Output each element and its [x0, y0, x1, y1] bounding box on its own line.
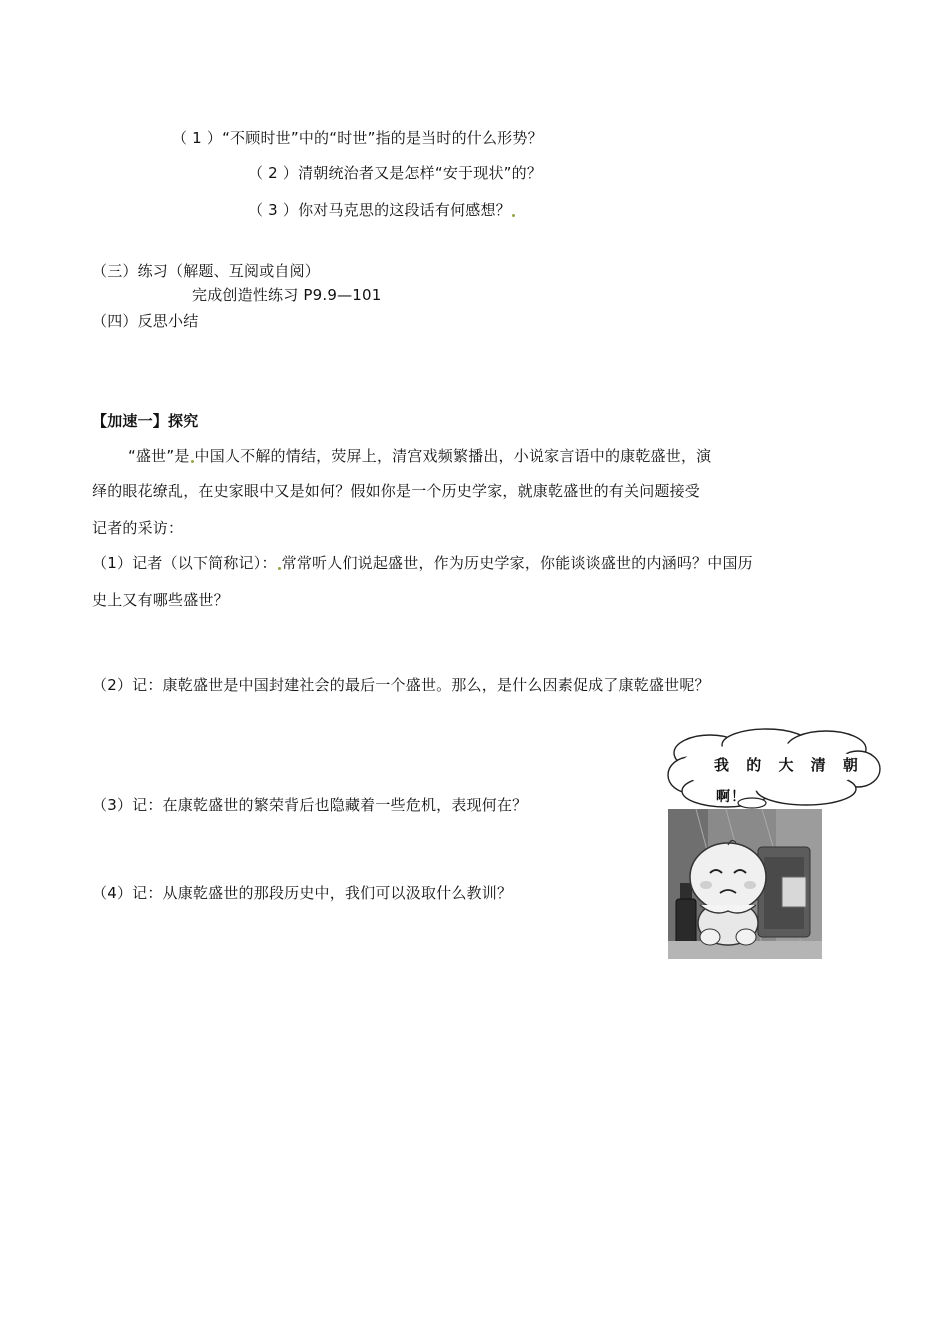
dot-mark — [191, 460, 194, 463]
interview-item-2: （2）记：康乾盛世是中国封建社会的最后一个盛世。那么，是什么因素促成了康乾盛世呢？ — [92, 676, 710, 694]
intro-line-1 — [128, 446, 711, 466]
question-3-text: （ 3 ）你对马克思的这段话有何感想？ — [248, 201, 511, 219]
interview-item-4: （4）记：从康乾盛世的那段历史中，我们可以汲取什么教训？ — [92, 884, 513, 902]
question-1: （ 1 ）“不顾时世”中的“时世”指的是当时的什么形势？ — [172, 129, 543, 147]
bubble-line-1: 我 的 大 清 朝 — [714, 756, 864, 774]
dot-mark — [278, 567, 281, 570]
bubble-line-2: 啊！ — [716, 789, 746, 805]
dot-mark — [512, 214, 515, 217]
interview-item-1-b: 常常听人们说起盛世，作为历史学家，你能谈谈盛世的内涵吗？中国历 — [281, 554, 753, 572]
explore-heading — [92, 411, 198, 431]
interview-item-1-line-1 — [92, 553, 753, 573]
interview-item-1-line-2: 史上又有哪些盛世？ — [92, 591, 229, 609]
cartoon-scene — [668, 809, 822, 959]
practice-heading: （三）练习（解题、互阅或自阅） — [92, 262, 321, 280]
question-2: （ 2 ）清朝统治者又是怎样“安于现状”的？ — [248, 164, 543, 182]
intro-line-1-a: “盛世”是 — [128, 447, 190, 465]
practice-task: 完成创造性练习 P9.9—101 — [192, 286, 382, 304]
reflection-heading: （四）反思小结 — [92, 312, 199, 330]
sad-baby-illustration — [666, 727, 882, 963]
intro-line-2: 绎的眼花缭乱，在史家眼中又是如何？假如你是一个历史学家，就康乾盛世的有关问题接受 — [92, 482, 701, 500]
intro-line-3: 记者的采访： — [92, 519, 184, 537]
paper-note — [782, 877, 806, 907]
explore-tag: 【加速一】 — [92, 412, 169, 430]
interview-item-3: （3）记：在康乾盛世的繁荣背后也隐藏着一些危机，表现何在？ — [92, 796, 528, 814]
interview-item-1-a: （1）记者（以下简称记）： — [92, 554, 277, 572]
intro-line-1-b: 中国人不解的情结，荧屏上，清宫戏频繁播出，小说家言语中的康乾盛世，演 — [194, 447, 712, 465]
question-3 — [248, 200, 516, 220]
explore-title: 探究 — [168, 412, 199, 430]
